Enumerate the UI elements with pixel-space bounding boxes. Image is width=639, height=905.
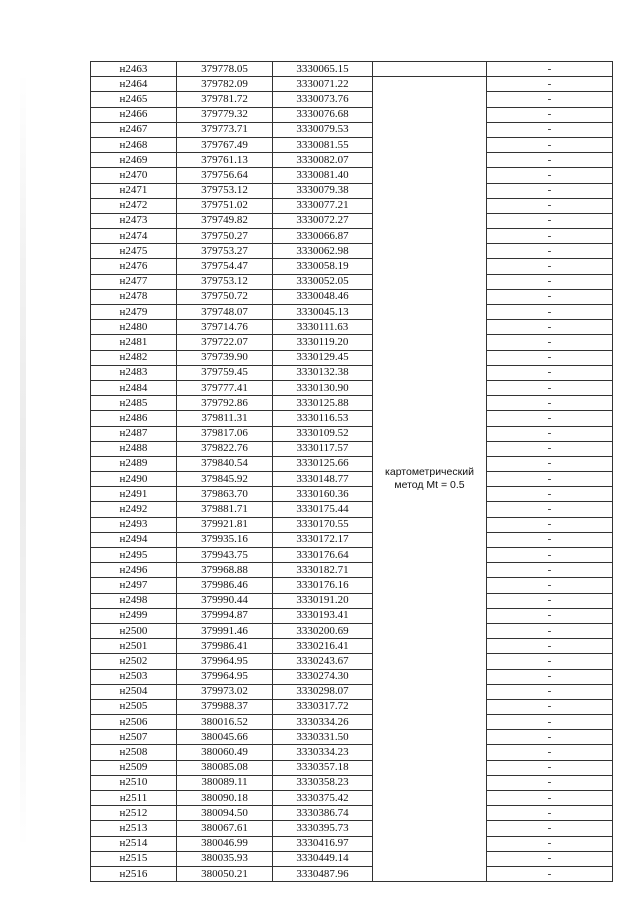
y-coordinate-cell: 3330071.22 — [273, 77, 373, 92]
x-coordinate-cell: 379739.90 — [177, 350, 273, 365]
note-cell: - — [487, 335, 613, 350]
x-coordinate-cell: 379754.47 — [177, 259, 273, 274]
x-coordinate-cell: 379761.13 — [177, 153, 273, 168]
x-coordinate-cell: 379714.76 — [177, 320, 273, 335]
point-id-cell: н2494 — [91, 532, 177, 547]
table-row — [91, 122, 613, 137]
x-coordinate-cell: 379792.86 — [177, 396, 273, 411]
y-coordinate-cell: 3330109.52 — [273, 426, 373, 441]
point-id-cell: н2489 — [91, 456, 177, 471]
x-coordinate-cell: 379964.95 — [177, 654, 273, 669]
table-row — [91, 456, 613, 471]
table-row — [91, 806, 613, 821]
table-row — [91, 350, 613, 365]
y-coordinate-cell: 3330395.73 — [273, 821, 373, 836]
point-id-cell: н2514 — [91, 836, 177, 851]
note-cell: - — [487, 487, 613, 502]
point-id-cell: н2493 — [91, 517, 177, 532]
x-coordinate-cell: 379759.45 — [177, 365, 273, 380]
y-coordinate-cell: 3330052.05 — [273, 274, 373, 289]
y-coordinate-cell: 3330274.30 — [273, 669, 373, 684]
note-cell: - — [487, 229, 613, 244]
note-cell: - — [487, 396, 613, 411]
y-coordinate-cell: 3330117.57 — [273, 441, 373, 456]
table-row — [91, 745, 613, 760]
point-id-cell: н2491 — [91, 487, 177, 502]
margin-watermark — [20, 70, 26, 850]
x-coordinate-cell: 379881.71 — [177, 502, 273, 517]
table-row — [91, 396, 613, 411]
table-row — [91, 699, 613, 714]
note-cell: - — [487, 274, 613, 289]
y-coordinate-cell: 3330048.46 — [273, 289, 373, 304]
x-coordinate-cell: 379988.37 — [177, 699, 273, 714]
y-coordinate-cell: 3330160.36 — [273, 487, 373, 502]
note-cell: - — [487, 77, 613, 92]
point-id-cell: н2478 — [91, 289, 177, 304]
note-cell: - — [487, 715, 613, 730]
note-cell: - — [487, 305, 613, 320]
x-coordinate-cell: 379778.05 — [177, 62, 273, 77]
y-coordinate-cell: 3330125.88 — [273, 396, 373, 411]
y-coordinate-cell: 3330116.53 — [273, 411, 373, 426]
note-cell: - — [487, 168, 613, 183]
x-coordinate-cell: 380089.11 — [177, 775, 273, 790]
x-coordinate-cell: 379863.70 — [177, 487, 273, 502]
point-id-cell: н2479 — [91, 305, 177, 320]
table-row — [91, 213, 613, 228]
y-coordinate-cell: 3330065.15 — [273, 62, 373, 77]
note-cell: - — [487, 411, 613, 426]
note-cell: - — [487, 730, 613, 745]
x-coordinate-cell: 379822.76 — [177, 441, 273, 456]
x-coordinate-cell: 379817.06 — [177, 426, 273, 441]
x-coordinate-cell: 379777.41 — [177, 380, 273, 395]
point-id-cell: н2496 — [91, 563, 177, 578]
note-cell: - — [487, 153, 613, 168]
note-cell: - — [487, 760, 613, 775]
point-id-cell: н2463 — [91, 62, 177, 77]
point-id-cell: н2467 — [91, 122, 177, 137]
point-id-cell: н2465 — [91, 92, 177, 107]
point-id-cell: н2500 — [91, 623, 177, 638]
x-coordinate-cell: 379968.88 — [177, 563, 273, 578]
table-row — [91, 715, 613, 730]
note-cell: - — [487, 745, 613, 760]
point-id-cell: н2464 — [91, 77, 177, 92]
coordinates-table — [90, 61, 613, 882]
table-row — [91, 365, 613, 380]
method-cell — [373, 77, 487, 882]
point-id-cell: н2477 — [91, 274, 177, 289]
y-coordinate-cell: 3330175.44 — [273, 502, 373, 517]
x-coordinate-cell: 379990.44 — [177, 593, 273, 608]
table-row — [91, 259, 613, 274]
y-coordinate-cell: 3330076.68 — [273, 107, 373, 122]
x-coordinate-cell: 379753.27 — [177, 244, 273, 259]
note-cell: - — [487, 380, 613, 395]
point-id-cell: н2487 — [91, 426, 177, 441]
note-cell: - — [487, 654, 613, 669]
table-row — [91, 821, 613, 836]
y-coordinate-cell: 3330243.67 — [273, 654, 373, 669]
point-id-cell: н2504 — [91, 684, 177, 699]
x-coordinate-cell: 379750.27 — [177, 229, 273, 244]
note-cell: - — [487, 365, 613, 380]
y-coordinate-cell: 3330073.76 — [273, 92, 373, 107]
note-cell: - — [487, 92, 613, 107]
note-cell: - — [487, 532, 613, 547]
table-row — [91, 639, 613, 654]
table-row — [91, 608, 613, 623]
y-coordinate-cell: 3330079.53 — [273, 122, 373, 137]
table-row — [91, 775, 613, 790]
x-coordinate-cell: 379749.82 — [177, 213, 273, 228]
y-coordinate-cell: 3330148.77 — [273, 472, 373, 487]
table-row — [91, 77, 613, 92]
x-coordinate-cell: 379782.09 — [177, 77, 273, 92]
x-coordinate-cell: 379943.75 — [177, 548, 273, 563]
note-cell: - — [487, 791, 613, 806]
note-cell: - — [487, 259, 613, 274]
table-row — [91, 654, 613, 669]
table-row — [91, 669, 613, 684]
note-cell: - — [487, 502, 613, 517]
note-cell: - — [487, 821, 613, 836]
table-row — [91, 289, 613, 304]
point-id-cell: н2484 — [91, 380, 177, 395]
note-cell: - — [487, 320, 613, 335]
table-row — [91, 92, 613, 107]
x-coordinate-cell: 379722.07 — [177, 335, 273, 350]
table-row — [91, 274, 613, 289]
point-id-cell: н2476 — [91, 259, 177, 274]
point-id-cell: н2481 — [91, 335, 177, 350]
table-row — [91, 305, 613, 320]
note-cell: - — [487, 456, 613, 471]
point-id-cell: н2480 — [91, 320, 177, 335]
note-cell: - — [487, 608, 613, 623]
x-coordinate-cell: 380035.93 — [177, 851, 273, 866]
point-id-cell: н2512 — [91, 806, 177, 821]
table-row — [91, 472, 613, 487]
table-row — [91, 623, 613, 638]
table-row — [91, 426, 613, 441]
x-coordinate-cell: 379756.64 — [177, 168, 273, 183]
point-id-cell: н2511 — [91, 791, 177, 806]
point-id-cell: н2482 — [91, 350, 177, 365]
y-coordinate-cell: 3330066.87 — [273, 229, 373, 244]
point-id-cell: н2509 — [91, 760, 177, 775]
y-coordinate-cell: 3330334.26 — [273, 715, 373, 730]
x-coordinate-cell: 379753.12 — [177, 183, 273, 198]
note-cell: - — [487, 107, 613, 122]
point-id-cell: н2488 — [91, 441, 177, 456]
point-id-cell: н2495 — [91, 548, 177, 563]
y-coordinate-cell: 3330317.72 — [273, 699, 373, 714]
table-row — [91, 684, 613, 699]
y-coordinate-cell: 3330129.45 — [273, 350, 373, 365]
y-coordinate-cell: 3330334.23 — [273, 745, 373, 760]
note-cell: - — [487, 213, 613, 228]
y-coordinate-cell: 3330172.17 — [273, 532, 373, 547]
y-coordinate-cell: 3330416.97 — [273, 836, 373, 851]
x-coordinate-cell: 380016.52 — [177, 715, 273, 730]
table-row — [91, 851, 613, 866]
x-coordinate-cell: 379991.46 — [177, 623, 273, 638]
y-coordinate-cell: 3330125.66 — [273, 456, 373, 471]
note-cell: - — [487, 684, 613, 699]
point-id-cell: н2497 — [91, 578, 177, 593]
table-row — [91, 578, 613, 593]
note-cell: - — [487, 699, 613, 714]
y-coordinate-cell: 3330082.07 — [273, 153, 373, 168]
y-coordinate-cell: 3330045.13 — [273, 305, 373, 320]
point-id-cell: н2508 — [91, 745, 177, 760]
note-cell: - — [487, 851, 613, 866]
x-coordinate-cell: 379994.87 — [177, 608, 273, 623]
note-cell: - — [487, 866, 613, 881]
y-coordinate-cell: 3330079.38 — [273, 183, 373, 198]
y-coordinate-cell: 3330081.55 — [273, 137, 373, 152]
y-coordinate-cell: 3330216.41 — [273, 639, 373, 654]
y-coordinate-cell: 3330200.69 — [273, 623, 373, 638]
point-id-cell: н2473 — [91, 213, 177, 228]
x-coordinate-cell: 379921.81 — [177, 517, 273, 532]
point-id-cell: н2486 — [91, 411, 177, 426]
point-id-cell: н2516 — [91, 866, 177, 881]
table-row — [91, 153, 613, 168]
coordinates-table-body — [91, 62, 613, 882]
point-id-cell: н2483 — [91, 365, 177, 380]
method-cell-empty — [373, 62, 487, 77]
point-id-cell: н2485 — [91, 396, 177, 411]
note-cell: - — [487, 548, 613, 563]
table-row — [91, 107, 613, 122]
y-coordinate-cell: 3330331.50 — [273, 730, 373, 745]
table-row — [91, 320, 613, 335]
table-row — [91, 380, 613, 395]
point-id-cell: н2515 — [91, 851, 177, 866]
point-id-cell: н2468 — [91, 137, 177, 152]
point-id-cell: н2490 — [91, 472, 177, 487]
point-id-cell: н2466 — [91, 107, 177, 122]
x-coordinate-cell: 379781.72 — [177, 92, 273, 107]
x-coordinate-cell: 379986.41 — [177, 639, 273, 654]
point-id-cell: н2471 — [91, 183, 177, 198]
x-coordinate-cell: 379840.54 — [177, 456, 273, 471]
y-coordinate-cell: 3330130.90 — [273, 380, 373, 395]
table-row — [91, 517, 613, 532]
x-coordinate-cell: 380085.08 — [177, 760, 273, 775]
y-coordinate-cell: 3330058.19 — [273, 259, 373, 274]
table-row — [91, 183, 613, 198]
point-id-cell: н2472 — [91, 198, 177, 213]
x-coordinate-cell: 379935.16 — [177, 532, 273, 547]
note-cell: - — [487, 183, 613, 198]
y-coordinate-cell: 3330170.55 — [273, 517, 373, 532]
table-row — [91, 137, 613, 152]
table-row — [91, 593, 613, 608]
y-coordinate-cell: 3330176.64 — [273, 548, 373, 563]
x-coordinate-cell: 379748.07 — [177, 305, 273, 320]
point-id-cell: н2505 — [91, 699, 177, 714]
note-cell: - — [487, 289, 613, 304]
point-id-cell: н2499 — [91, 608, 177, 623]
x-coordinate-cell: 379845.92 — [177, 472, 273, 487]
x-coordinate-cell: 380067.61 — [177, 821, 273, 836]
note-cell: - — [487, 350, 613, 365]
x-coordinate-cell: 379811.31 — [177, 411, 273, 426]
note-cell: - — [487, 836, 613, 851]
note-cell: - — [487, 472, 613, 487]
point-id-cell: н2492 — [91, 502, 177, 517]
table-row — [91, 760, 613, 775]
point-id-cell: н2469 — [91, 153, 177, 168]
note-cell: - — [487, 669, 613, 684]
note-cell: - — [487, 426, 613, 441]
y-coordinate-cell: 3330182.71 — [273, 563, 373, 578]
table-row — [91, 532, 613, 547]
x-coordinate-cell: 379751.02 — [177, 198, 273, 213]
note-cell: - — [487, 122, 613, 137]
table-row — [91, 487, 613, 502]
note-cell: - — [487, 775, 613, 790]
note-cell: - — [487, 639, 613, 654]
point-id-cell: н2475 — [91, 244, 177, 259]
table-row — [91, 866, 613, 881]
y-coordinate-cell: 3330357.18 — [273, 760, 373, 775]
point-id-cell: н2510 — [91, 775, 177, 790]
point-id-cell: н2501 — [91, 639, 177, 654]
table-row — [91, 563, 613, 578]
point-id-cell: н2498 — [91, 593, 177, 608]
y-coordinate-cell: 3330358.23 — [273, 775, 373, 790]
y-coordinate-cell: 3330193.41 — [273, 608, 373, 623]
x-coordinate-cell: 379973.02 — [177, 684, 273, 699]
point-id-cell: н2502 — [91, 654, 177, 669]
table-row — [91, 168, 613, 183]
table-row — [91, 62, 613, 77]
x-coordinate-cell: 380045.66 — [177, 730, 273, 745]
note-cell: - — [487, 563, 613, 578]
y-coordinate-cell: 3330072.27 — [273, 213, 373, 228]
x-coordinate-cell: 379986.46 — [177, 578, 273, 593]
point-id-cell: н2470 — [91, 168, 177, 183]
x-coordinate-cell: 380050.21 — [177, 866, 273, 881]
note-cell: - — [487, 62, 613, 77]
y-coordinate-cell: 3330386.74 — [273, 806, 373, 821]
point-id-cell: н2507 — [91, 730, 177, 745]
y-coordinate-cell: 3330077.21 — [273, 198, 373, 213]
y-coordinate-cell: 3330081.40 — [273, 168, 373, 183]
x-coordinate-cell: 380094.50 — [177, 806, 273, 821]
x-coordinate-cell: 380046.99 — [177, 836, 273, 851]
note-cell: - — [487, 244, 613, 259]
note-cell: - — [487, 593, 613, 608]
x-coordinate-cell: 379779.32 — [177, 107, 273, 122]
table-row — [91, 836, 613, 851]
y-coordinate-cell: 3330298.07 — [273, 684, 373, 699]
x-coordinate-cell: 379750.72 — [177, 289, 273, 304]
y-coordinate-cell: 3330449.14 — [273, 851, 373, 866]
point-id-cell: н2506 — [91, 715, 177, 730]
y-coordinate-cell: 3330487.96 — [273, 866, 373, 881]
method-label: картометрический метод Mt = 0.5 — [385, 466, 474, 492]
point-id-cell: н2503 — [91, 669, 177, 684]
y-coordinate-cell: 3330191.20 — [273, 593, 373, 608]
table-row — [91, 441, 613, 456]
point-id-cell: н2513 — [91, 821, 177, 836]
y-coordinate-cell: 3330132.38 — [273, 365, 373, 380]
y-coordinate-cell: 3330111.63 — [273, 320, 373, 335]
y-coordinate-cell: 3330375.42 — [273, 791, 373, 806]
table-row — [91, 229, 613, 244]
table-row — [91, 244, 613, 259]
table-row — [91, 411, 613, 426]
x-coordinate-cell: 379753.12 — [177, 274, 273, 289]
note-cell: - — [487, 441, 613, 456]
note-cell: - — [487, 578, 613, 593]
note-cell: - — [487, 198, 613, 213]
x-coordinate-cell: 379767.49 — [177, 137, 273, 152]
y-coordinate-cell: 3330119.20 — [273, 335, 373, 350]
table-row — [91, 335, 613, 350]
table-row — [91, 548, 613, 563]
x-coordinate-cell: 380090.18 — [177, 791, 273, 806]
table-row — [91, 502, 613, 517]
table-row — [91, 791, 613, 806]
note-cell: - — [487, 806, 613, 821]
note-cell: - — [487, 623, 613, 638]
note-cell: - — [487, 517, 613, 532]
note-cell: - — [487, 137, 613, 152]
x-coordinate-cell: 380060.49 — [177, 745, 273, 760]
x-coordinate-cell: 379773.71 — [177, 122, 273, 137]
point-id-cell: н2474 — [91, 229, 177, 244]
x-coordinate-cell: 379964.95 — [177, 669, 273, 684]
table-row — [91, 730, 613, 745]
y-coordinate-cell: 3330176.16 — [273, 578, 373, 593]
y-coordinate-cell: 3330062.98 — [273, 244, 373, 259]
table-row — [91, 198, 613, 213]
